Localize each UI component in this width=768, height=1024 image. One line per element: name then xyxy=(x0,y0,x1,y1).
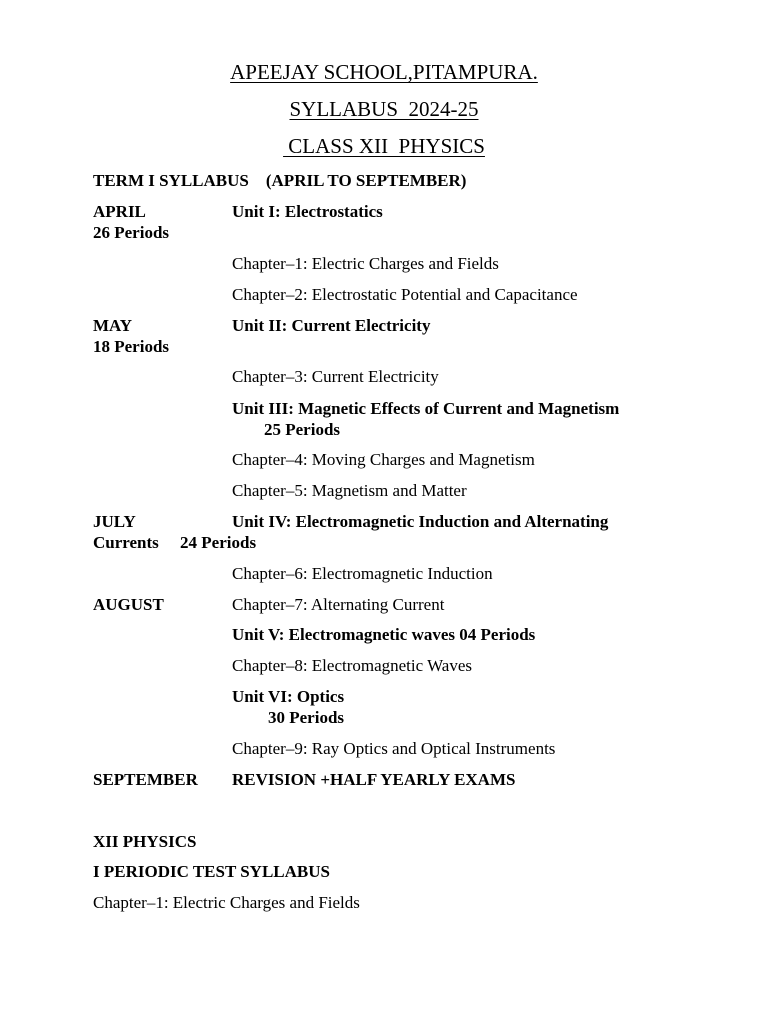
chapter-4: Chapter–4: Moving Charges and Magnetism xyxy=(232,450,535,469)
unit-1-periods: 26 Periods xyxy=(93,223,170,242)
month-april: APRIL xyxy=(93,202,146,221)
unit-6-title: Unit VI: Optics xyxy=(232,687,345,706)
class-subject: CLASS XII PHYSICS xyxy=(283,134,485,158)
chapter-5: Chapter–5: Magnetism and Matter xyxy=(232,481,467,500)
chapter-2: Chapter–2: Electrostatic Potential and Capacitance xyxy=(232,285,578,304)
chapter-8: Chapter–8: Electromagnetic Waves xyxy=(232,656,473,675)
month-august: AUGUST xyxy=(93,595,164,614)
periodic-subject: XII PHYSICS xyxy=(93,832,197,851)
school-name: APEEJAY SCHOOL,PITAMPURA. xyxy=(230,60,538,84)
unit-2-title: Unit II: Current Electricity xyxy=(232,316,431,335)
revision-exams: REVISION +HALF YEARLY EXAMS xyxy=(232,770,516,789)
term-heading: TERM I SYLLABUS (APRIL TO SEPTEMBER) xyxy=(93,171,467,190)
periodic-chapter: Chapter–1: Electric Charges and Fields xyxy=(93,893,360,912)
unit-4-periods: Currents 24 Periods xyxy=(93,533,257,552)
month-july: JULY xyxy=(93,512,136,531)
chapter-3: Chapter–3: Current Electricity xyxy=(232,367,439,386)
unit-2-periods: 18 Periods xyxy=(93,337,170,356)
month-september: SEPTEMBER xyxy=(93,770,198,789)
chapter-6: Chapter–6: Electromagnetic Induction xyxy=(232,564,493,583)
chapter-1: Chapter–1: Electric Charges and Fields xyxy=(232,254,499,273)
unit-1-title: Unit I: Electrostatics xyxy=(232,202,383,221)
syllabus-year: SYLLABUS 2024-25 xyxy=(289,97,479,121)
month-may: MAY xyxy=(93,316,133,335)
periodic-test-title: I PERIODIC TEST SYLLABUS xyxy=(93,862,330,881)
unit-6-periods: 30 Periods xyxy=(268,708,345,727)
unit-3-periods: 25 Periods xyxy=(264,420,341,439)
unit-4-title: Unit IV: Electromagnetic Induction and Alternating xyxy=(232,512,609,531)
unit-3-title: Unit III: Magnetic Effects of Current and Magnetism xyxy=(232,399,620,418)
unit-5-title: Unit V: Electromagnetic waves 04 Periods xyxy=(232,625,536,644)
chapter-7: Chapter–7: Alternating Current xyxy=(232,595,445,614)
chapter-9: Chapter–9: Ray Optics and Optical Instruments xyxy=(232,739,556,758)
